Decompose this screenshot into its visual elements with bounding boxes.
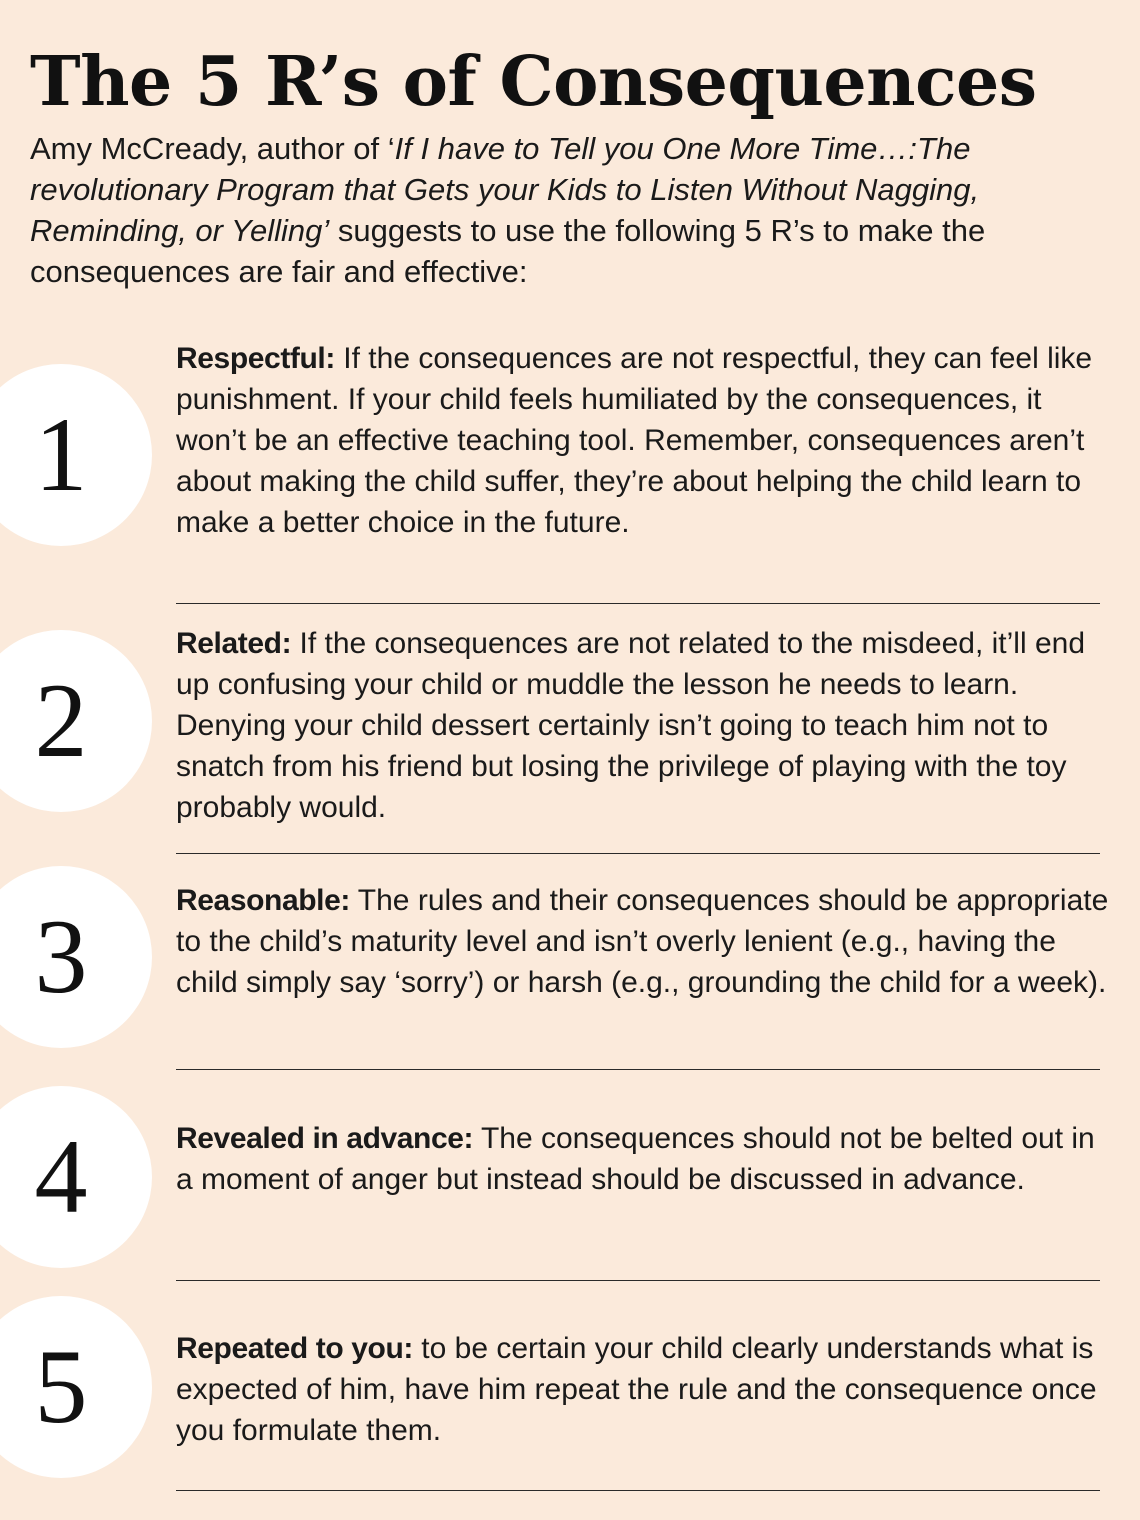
- item-text: [176, 880, 1116, 1003]
- page-title: The 5 R’s of Consequences: [30, 42, 1037, 122]
- item-text: [176, 338, 1116, 543]
- item-heading: Respectful:: [176, 342, 335, 375]
- item-heading: Reasonable:: [176, 884, 350, 917]
- item-heading: Related:: [176, 627, 292, 660]
- item-number: 4: [34, 1118, 88, 1235]
- item-text: [176, 623, 1116, 828]
- item-description: The consequences should not be belted out in a moment of anger but instead should be discussed in advance.: [176, 1122, 1095, 1196]
- item-description: to be certain your child clearly understands what is expected of him, have him repeat the rule and the consequence once you formulate them.: [176, 1332, 1097, 1447]
- item-text: [176, 1118, 1116, 1200]
- item-heading: Revealed in advance:: [176, 1122, 474, 1155]
- divider: [176, 1069, 1100, 1070]
- item-number: 5: [34, 1328, 88, 1445]
- intro-text-after: suggests to use the following 5 R’s to make the consequences are fair and effective:: [30, 213, 986, 289]
- intro-book-title: If I have to Tell you One More Time…:The revolutionary Program that Gets your Kids to Listen Without Nagging, Reminding, or Yelling’: [30, 131, 980, 248]
- divider: [176, 1280, 1100, 1281]
- intro-paragraph: [30, 128, 1120, 292]
- item-description: If the consequences are not related to the misdeed, it’ll end up confusing your child or muddle the lesson he needs to learn. Denying your child dessert certainly isn’t going to teach him not to snatch from his friend but losing the privilege of playing with the toy probably would.: [176, 627, 1085, 824]
- intro-text-before: Amy McCready, author of ‘: [30, 131, 395, 166]
- item-number: 3: [34, 898, 88, 1015]
- divider: [176, 853, 1100, 854]
- item-heading: Repeated to you:: [176, 1332, 413, 1365]
- item-number: 2: [34, 662, 88, 779]
- item-description: If the consequences are not respectful, they can feel like punishment. If your child feels humiliated by the consequences, it won’t be an effective teaching tool. Remember, consequences aren’t about making the child suffer, they’re about helping the child learn to make a better choice in the future.: [176, 342, 1093, 539]
- divider: [176, 1490, 1100, 1491]
- item-description: The rules and their consequences should be appropriate to the child’s maturity level and isn’t overly lenient (e.g., having the child simply say ‘sorry’) or harsh (e.g., grounding the child for a week).: [176, 884, 1109, 999]
- item-number: 1: [34, 396, 88, 513]
- divider: [176, 603, 1100, 604]
- item-text: [176, 1328, 1116, 1451]
